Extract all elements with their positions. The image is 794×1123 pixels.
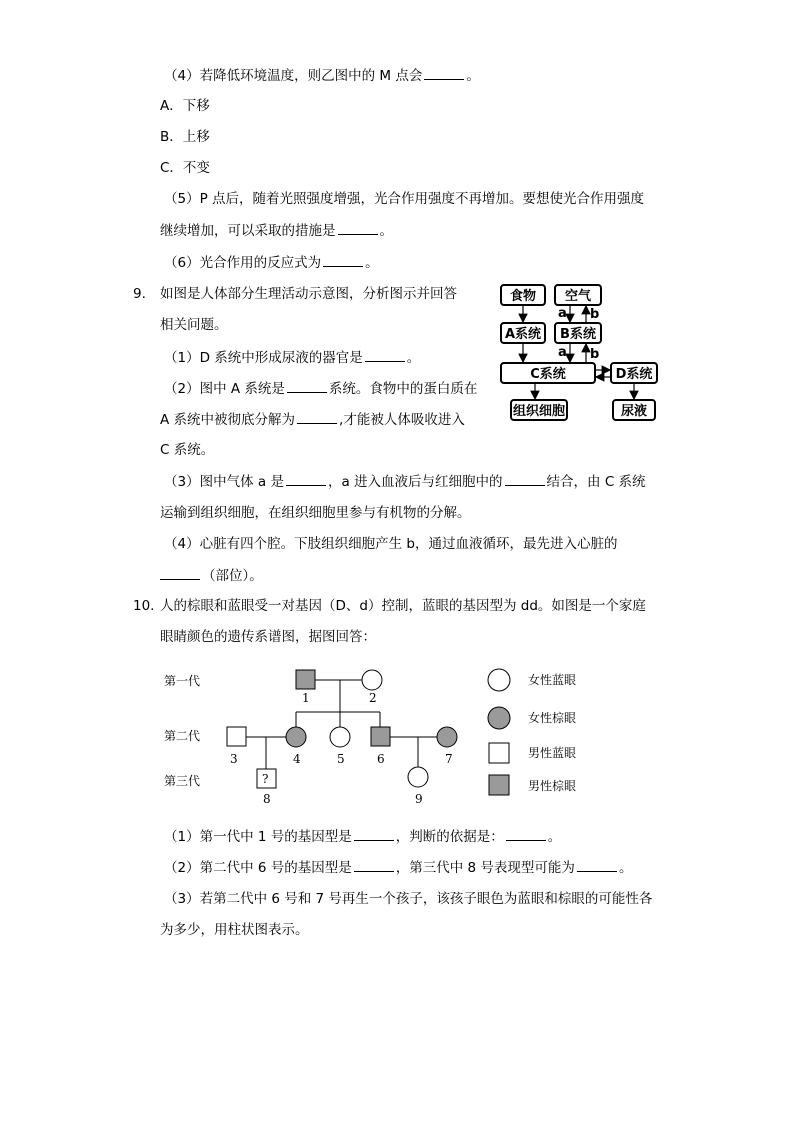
- legend-male-brown: 男性棕眼: [528, 779, 577, 793]
- label-3: 3: [230, 752, 238, 766]
- label-6: 6: [377, 752, 385, 766]
- system-a-label: A系统: [504, 327, 542, 342]
- q8-part5-text: 继续增加，可以采取的措施是: [160, 223, 336, 239]
- q8-part5-line2: [160, 221, 393, 240]
- q9-part3-mid: ，a 进入血液后与红细胞中的: [327, 474, 503, 490]
- answer-blank[interactable]: [506, 827, 546, 841]
- q10-part2-text: （2）第二代中 6 号的基因型是: [164, 860, 352, 876]
- unknown-mark: ?: [262, 772, 269, 786]
- q9-intro-line2: 相关问题。: [160, 317, 228, 333]
- system-a-box: [501, 323, 545, 343]
- q9-part1: [164, 348, 420, 367]
- generation-3-label: 第三代: [164, 774, 201, 788]
- answer-blank[interactable]: [323, 253, 363, 267]
- q8-option-b: B．上移: [160, 129, 210, 145]
- q10-part2-end: 。: [618, 860, 633, 876]
- q10-part3-line2: 为多少，用柱状图表示。: [160, 922, 309, 938]
- system-c-box: [501, 363, 595, 383]
- individual-7-female-brown: [437, 727, 457, 747]
- system-d-label: D系统: [615, 367, 653, 382]
- legend-male-brown-symbol: [489, 775, 509, 795]
- q9-part4-line1: （4）心脏有四个腔。下肢组织细胞产生 b，通过血液循环，最先进入心脏的: [164, 536, 618, 552]
- urine-label: 尿液: [620, 404, 648, 419]
- q8-part5-end: 。: [379, 223, 393, 239]
- answer-blank[interactable]: [577, 858, 617, 872]
- label-a-mid: a: [558, 345, 567, 360]
- label-7: 7: [445, 752, 453, 766]
- legend-female-blue-symbol: [488, 669, 510, 691]
- diagram-arrows: [523, 305, 634, 399]
- q9-number: 9.: [133, 286, 146, 302]
- label-b-mid: b: [590, 347, 600, 362]
- individual-4-female-brown: [286, 727, 306, 747]
- legend-male-blue-symbol: [489, 743, 509, 763]
- q9-part2b-end: ,才能被人体吸收进入: [339, 412, 465, 428]
- answer-blank[interactable]: [338, 221, 378, 235]
- q10-part1-text: （1）第一代中 1 号的基因型是: [164, 829, 352, 845]
- answer-blank[interactable]: [424, 66, 464, 80]
- individual-6-male-brown: [371, 727, 390, 746]
- system-b-label: B系统: [560, 327, 596, 342]
- answer-blank[interactable]: [297, 410, 337, 424]
- q9-part1-text: （1）D 系统中形成尿液的器官是: [164, 350, 363, 366]
- q9-intro-line1: 如图是人体部分生理活动示意图，分析图示并回答: [160, 286, 457, 302]
- generation-2-label: 第二代: [164, 729, 201, 743]
- legend-female-blue: 女性蓝眼: [528, 673, 577, 687]
- q10-part2: [164, 858, 632, 877]
- q10-part2-mid: ，第三代中 8 号表现型可能为: [395, 860, 575, 876]
- q8-part4: [164, 66, 480, 85]
- q9-part3-line2: 运输到组织细胞，在组织细胞里参与有机物的分解。: [160, 505, 471, 521]
- q9-part3-line1: [164, 472, 646, 491]
- q9-part2b-text: A 系统中被彻底分解为: [160, 412, 296, 428]
- body-systems-diagram: [495, 280, 665, 425]
- answer-blank[interactable]: [354, 858, 394, 872]
- q9-part4-line2: [160, 566, 263, 585]
- q9-part2-line2: [160, 410, 465, 429]
- label-a-top: a: [558, 306, 567, 321]
- q8-part5-line1: （5）P 点后，随着光照强度增强，光合作用强度不再增加。要想使光合作用强度: [164, 191, 645, 207]
- q9-part2-line1: [164, 379, 477, 398]
- legend-female-brown: 女性棕眼: [528, 711, 577, 725]
- label-1: 1: [302, 691, 310, 705]
- answer-blank[interactable]: [160, 566, 200, 580]
- food-box: [501, 285, 545, 305]
- tissue-cells-box: [511, 400, 567, 420]
- q9-part2-text: （2）图中 A 系统是: [164, 381, 285, 397]
- q9-part2-text-end: 系统。食物中的蛋白质在: [328, 381, 478, 397]
- individual-2-female-blue: [362, 670, 382, 690]
- system-c-label: C系统: [530, 367, 566, 382]
- pedigree-chart: [150, 655, 600, 815]
- q10-intro-line2: 眼睛颜色的遗传系谱图，据图回答：: [160, 629, 376, 645]
- individual-3-male-blue: [227, 727, 246, 746]
- answer-blank[interactable]: [365, 348, 405, 362]
- answer-blank[interactable]: [287, 379, 327, 393]
- q9-part1-end: 。: [406, 350, 421, 366]
- q10-part3-line1: （3）若第二代中 6 号和 7 号再生一个孩子，该孩子眼色为蓝眼和棕眼的可能性各: [164, 891, 653, 907]
- q10-number: 10.: [133, 598, 155, 614]
- label-8: 8: [263, 792, 271, 806]
- generation-1-label: 第一代: [164, 674, 201, 688]
- q8-part6-text: （6）光合作用的反应式为: [164, 255, 322, 271]
- q10-part1-mid: ，判断的依据是：: [395, 829, 504, 845]
- q9-part3-text: （3）图中气体 a 是: [164, 474, 284, 490]
- answer-blank[interactable]: [286, 472, 326, 486]
- q8-option-c: C．不变: [160, 160, 210, 176]
- air-box: [555, 285, 601, 305]
- q8-option-a: A．下移: [160, 98, 210, 114]
- label-2: 2: [369, 691, 377, 705]
- q9-part4-end: （部位）。: [202, 568, 263, 584]
- q8-part6: [164, 253, 379, 272]
- individual-5-female-blue: [330, 727, 350, 747]
- legend-female-brown-symbol: [488, 707, 510, 729]
- q10-intro-line1: 人的棕眼和蓝眼受一对基因（D、d）控制，蓝眼的基因型为 dd。如图是一个家庭: [160, 598, 646, 614]
- food-label: 食物: [509, 289, 537, 304]
- tissue-cells-label: 组织细胞: [512, 404, 566, 419]
- system-b-box: [555, 323, 601, 343]
- label-9: 9: [415, 792, 423, 806]
- system-d-box: [611, 363, 657, 383]
- label-5: 5: [337, 752, 345, 766]
- q8-part6-end: 。: [365, 255, 379, 271]
- individual-9-female-blue: [408, 767, 428, 787]
- individual-1-male-brown: [296, 670, 315, 689]
- q10-part1: [164, 827, 561, 846]
- answer-blank[interactable]: [354, 827, 394, 841]
- label-4: 4: [293, 752, 301, 766]
- label-b-top: b: [590, 307, 600, 322]
- q9-part3-end: 结合，由 C 系统: [546, 474, 646, 490]
- q9-part2-line3: C 系统。: [160, 442, 215, 458]
- legend-male-blue: 男性蓝眼: [528, 746, 577, 760]
- q8-part4-end: 。: [466, 68, 480, 84]
- urine-box: [613, 400, 655, 420]
- q10-part1-end: 。: [547, 829, 562, 845]
- air-label: 空气: [564, 289, 592, 304]
- q8-part4-text: （4）若降低环境温度，则乙图中的 M 点会: [164, 68, 423, 84]
- answer-blank[interactable]: [505, 472, 545, 486]
